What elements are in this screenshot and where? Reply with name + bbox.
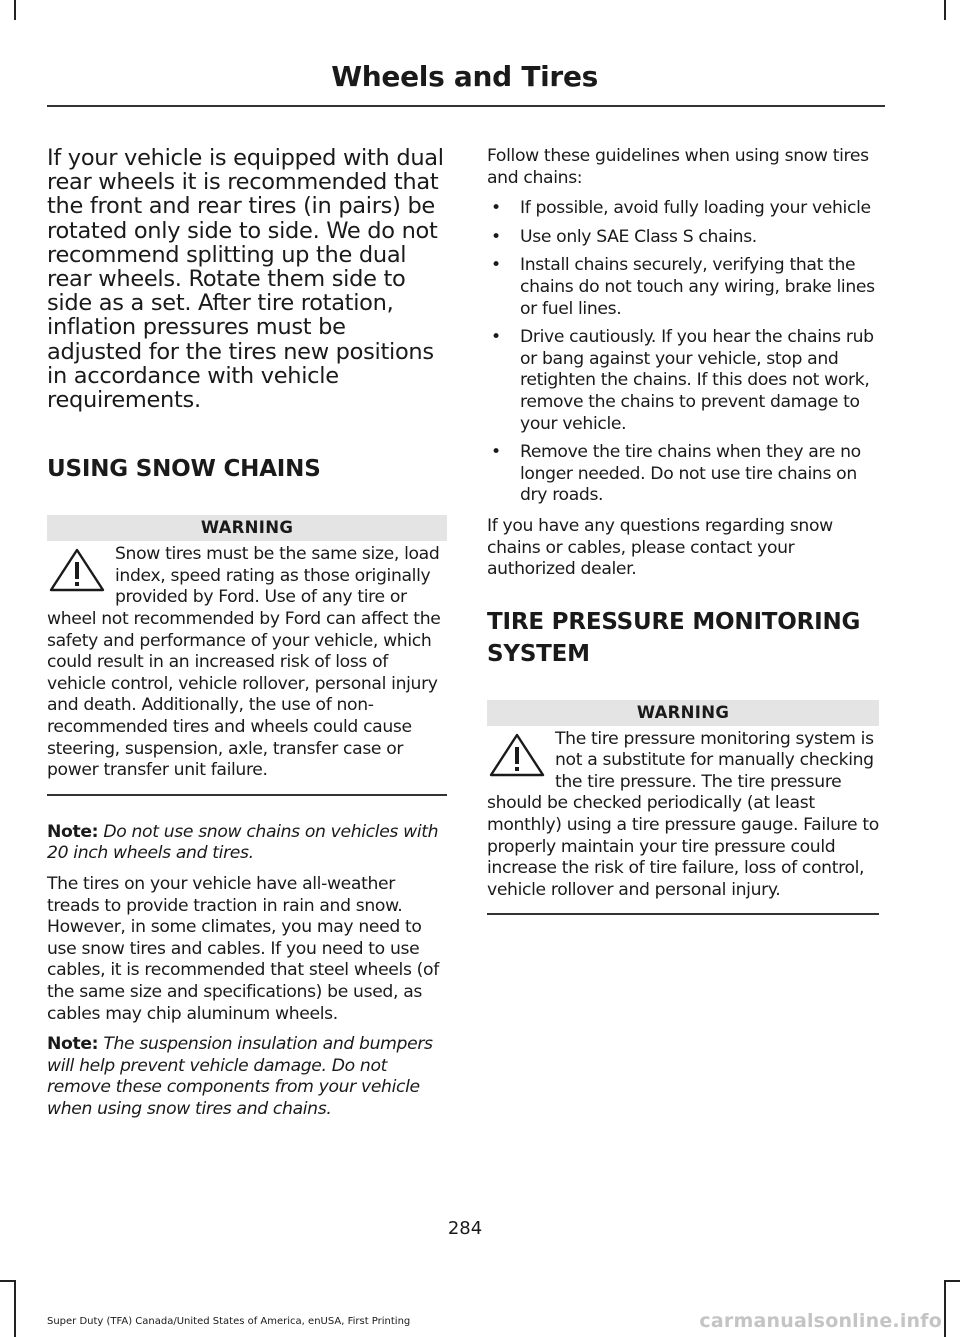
warning-text: The tire pressure monitoring system is not a substitute for manually checking the tire pressure. The tire pressure should be checked periodically (at least monthly) using a tire pressure gauge. Failure to properly maintain your tire pressure could increase the risk of tire failure, loss of control, vehicle rollover and personal injury. <box>487 728 879 900</box>
note-text: Do not use snow chains on vehicles with 20 inch wheels and tires. <box>47 821 439 864</box>
warning-text: Snow tires must be the same size, load index, speed rating as those originally provided by Ford. Use of any tire or wheel not recommended by Ford can affect the safety and performance of your vehicle, which could result in an increased risk of loss of vehicle control, vehicle rollover, personal injury and death. Additionally, the use of non-recommended tires and wheels could cause steering, suspension, axle, transfer case or power transfer unit failure. <box>47 544 441 781</box>
crop-mark-bottom-right-v <box>944 1280 946 1337</box>
crop-mark-bottom-right-h <box>944 1280 960 1282</box>
crop-mark-bottom-left-h <box>0 1280 15 1282</box>
warning-box <box>47 541 447 782</box>
guidelines-lead: Follow these guidelines when using snow tires and chains: <box>487 146 869 188</box>
note-label: Note: <box>47 1034 99 1055</box>
warning-header: WARNING <box>47 515 447 541</box>
list-item: • Drive cautiously. If you hear the chains rub or bang against your vehicle, stop and retighten the chains. If this does not work, remove the chains to prevent damage to your vehicle. <box>487 327 879 435</box>
guidelines-list <box>487 198 879 507</box>
section-title-tpms: TIRE PRESSURE MONITORING <box>487 608 861 635</box>
crop-mark-top-left-v <box>14 0 16 20</box>
warning-triangle-icon <box>487 731 547 779</box>
all-weather-paragraph: The tires on your vehicle have all-weather treads to provide traction in rain and snow. However, in some climates, you may need to use snow tires and cables. If you need to use cables, it is recommended that steel wheels (of the same size and specifications) be used, as cables may chip aluminum wheels. <box>47 873 439 1024</box>
list-item: • Use only SAE Class S chains. <box>487 227 879 249</box>
list-item: • Remove the tire chains when they are no longer needed. Do not use tire chains on dry roads. <box>487 442 879 507</box>
section-title-snow-chains: USING SNOW CHAINS <box>47 456 321 483</box>
section-title-tpms-line-2: SYSTEM <box>487 640 590 667</box>
warning-header: WARNING <box>487 700 879 726</box>
warning-box <box>487 726 879 902</box>
crop-mark-top-right-v <box>944 0 946 20</box>
watermark: carmanualsonline.info <box>699 1310 942 1332</box>
note-text: The suspension insulation and bumpers will help prevent vehicle damage. Do not remove these components from your vehicle when using snow tires and chains. <box>47 1034 433 1119</box>
page-number: 284 <box>447 1218 483 1239</box>
note-snow-chains <box>47 822 447 865</box>
left-column <box>47 146 447 1120</box>
list-item: • If possible, avoid fully loading your vehicle <box>487 198 879 220</box>
warning-end-rule <box>487 913 879 915</box>
note-label: Note: <box>47 821 99 842</box>
intro-paragraph: If your vehicle is equipped with dual rear wheels it is recommended that the front and rear tires (in pairs) be rotated only side to side. We do not recommend splitting up the dual rear wheels. Rotate them side to side as a set. After tire rotation, inflation pressures must be adjusted for the tires new positions in accordance with vehicle requirements. <box>47 145 444 414</box>
warning-triangle-icon <box>47 546 107 594</box>
header-divider <box>47 105 885 107</box>
right-column <box>487 146 879 915</box>
note-suspension <box>47 1034 447 1120</box>
crop-mark-bottom-left-v <box>14 1280 16 1337</box>
list-item: • Install chains securely, verifying that the chains do not touch any wiring, brake lines or fuel lines. <box>487 255 879 320</box>
dealer-paragraph: If you have any questions regarding snow chains or cables, please contact your authorized dealer. <box>487 515 833 580</box>
page-title: Wheels and Tires <box>331 60 598 93</box>
footer-text: Super Duty (TFA) Canada/United States of America, enUSA, First Printing <box>47 1316 411 1327</box>
